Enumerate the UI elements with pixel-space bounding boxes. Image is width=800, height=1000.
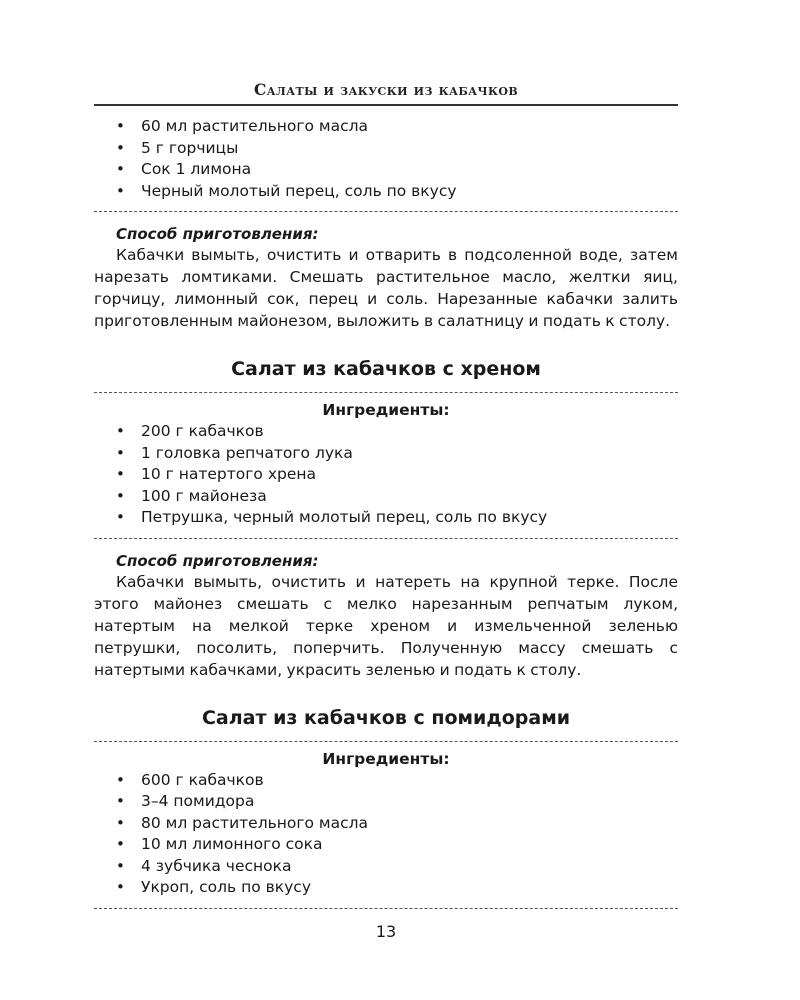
list-item: • 80 мл растительного масла: [94, 813, 678, 835]
list-item: • 1 головка репчатого лука: [94, 443, 678, 465]
book-page: [94, 0, 678, 1000]
ingredient-list: [94, 421, 678, 529]
recipe-title: Салат из кабачков с помидорами: [201, 706, 571, 729]
header-rule: [94, 104, 678, 106]
dashed-divider: [94, 392, 678, 393]
list-item: • Петрушка, черный молотый перец, соль по вкусу: [94, 507, 678, 529]
list-item: • 10 г натертого хрена: [94, 464, 678, 486]
dashed-divider: [94, 538, 678, 539]
list-item: • 200 г кабачков: [94, 421, 678, 443]
list-item: • 5 г горчицы: [94, 138, 678, 160]
method-text: Кабачки вымыть, очистить и отварить в подсоленной воде, затем нарезать ломтиками. Смешать растительное масло, желтки яиц, горчицу, лимонный сок, перец и соль. Нарезанные кабачки залить приготовленным майонезом, выложить в салатницу и подать к столу.: [94, 246, 678, 330]
list-item: • Укроп, соль по вкусу: [94, 877, 678, 899]
ingredients-heading: Ингредиенты:: [322, 749, 450, 768]
list-item: • 4 зубчика чеснока: [94, 856, 678, 878]
ingredient-list: [94, 116, 678, 202]
method-heading: Способ приготовления:: [116, 225, 319, 243]
method-text: Кабачки вымыть, очистить и натереть на крупной терке. После этого майонез смешать с мелко нарезанным репчатым луком, натертым на мелкой терке хреном и измельченной зеленью петрушки, посолить, поперчить. Полученную массу смешать с натертыми кабачками, украсить зеленью и подать к столу.: [94, 572, 678, 679]
list-item: • 600 г кабачков: [94, 770, 678, 792]
dashed-divider: [94, 908, 678, 909]
ingredient-list: [94, 770, 678, 899]
list-item: • Сок 1 лимона: [94, 159, 678, 181]
running-header: Салаты и закуски из кабачков: [253, 80, 519, 99]
page-content: [94, 116, 678, 909]
list-item: • 60 мл растительного масла: [94, 116, 678, 138]
method-heading: Способ приготовления:: [116, 551, 319, 570]
page-number: 13: [375, 922, 397, 941]
ingredients-heading: Ингредиенты:: [322, 401, 450, 419]
list-item: • 100 г майонеза: [94, 486, 678, 508]
dashed-divider: [94, 211, 678, 212]
recipe-title: Салат из кабачков с хреном: [231, 358, 541, 380]
dashed-divider: [94, 741, 678, 742]
list-item: • 3–4 помидора: [94, 791, 678, 813]
list-item: • Черный молотый перец, соль по вкусу: [94, 181, 678, 203]
list-item: • 10 мл лимонного сока: [94, 834, 678, 856]
